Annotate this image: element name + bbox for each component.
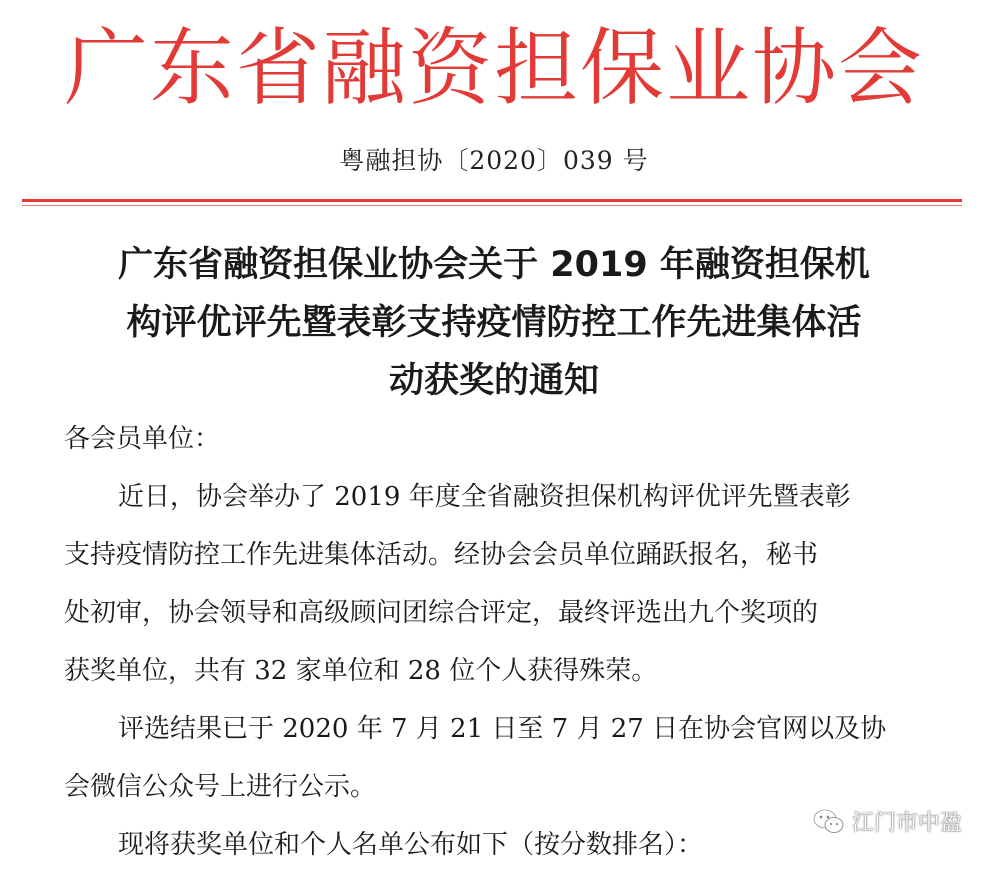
salutation: 各会员单位： [64, 424, 221, 454]
document-number: 粤融担协〔2020〕039 号 [339, 146, 649, 175]
title-line-2: 构评优评先暨表彰支持疫情防控工作先进集体活 [126, 303, 862, 343]
title-line-1: 广东省融资担保业协会关于 2019 年融资担保机 [118, 245, 870, 285]
paragraph-1-line-3: 处初审，协会领导和高级顾问团综合评定，最终评选出九个奖项的 [64, 598, 819, 628]
paragraph-3 [64, 816, 924, 874]
notice-title [58, 236, 930, 410]
paragraph-1-line-1: 近日，协会举办了 2019 年度全省融资担保机构评优评先暨表彰 [118, 482, 851, 512]
watermark-text: 江门市中盈 [851, 811, 962, 836]
wechat-icon [812, 807, 846, 837]
paragraph-1 [64, 468, 924, 700]
paragraph-2-line-1: 评选结果已于 2020 年 7 月 21 日至 7 月 27 日在协会官网以及协 [118, 714, 887, 744]
paragraph-3-line-1: 现将获奖单位和个人名单公布如下（按分数排名）： [118, 830, 704, 860]
paragraph-2-line-2: 会微信公众号上进行公示。 [64, 772, 377, 802]
organization-header: 广东省融资担保业协会 [63, 19, 924, 117]
paragraph-1-line-4: 获奖单位，共有 32 家单位和 28 位个人获得殊荣。 [64, 656, 658, 686]
header-divider-thin [22, 205, 962, 206]
watermark [812, 806, 962, 837]
paragraph-1-line-2: 支持疫情防控工作先进集体活动。经协会会员单位踊跃报名，秘书 [64, 540, 819, 570]
header-divider-thick [22, 199, 962, 202]
paragraph-2 [64, 700, 924, 816]
title-line-3: 动获奖的通知 [388, 361, 599, 401]
